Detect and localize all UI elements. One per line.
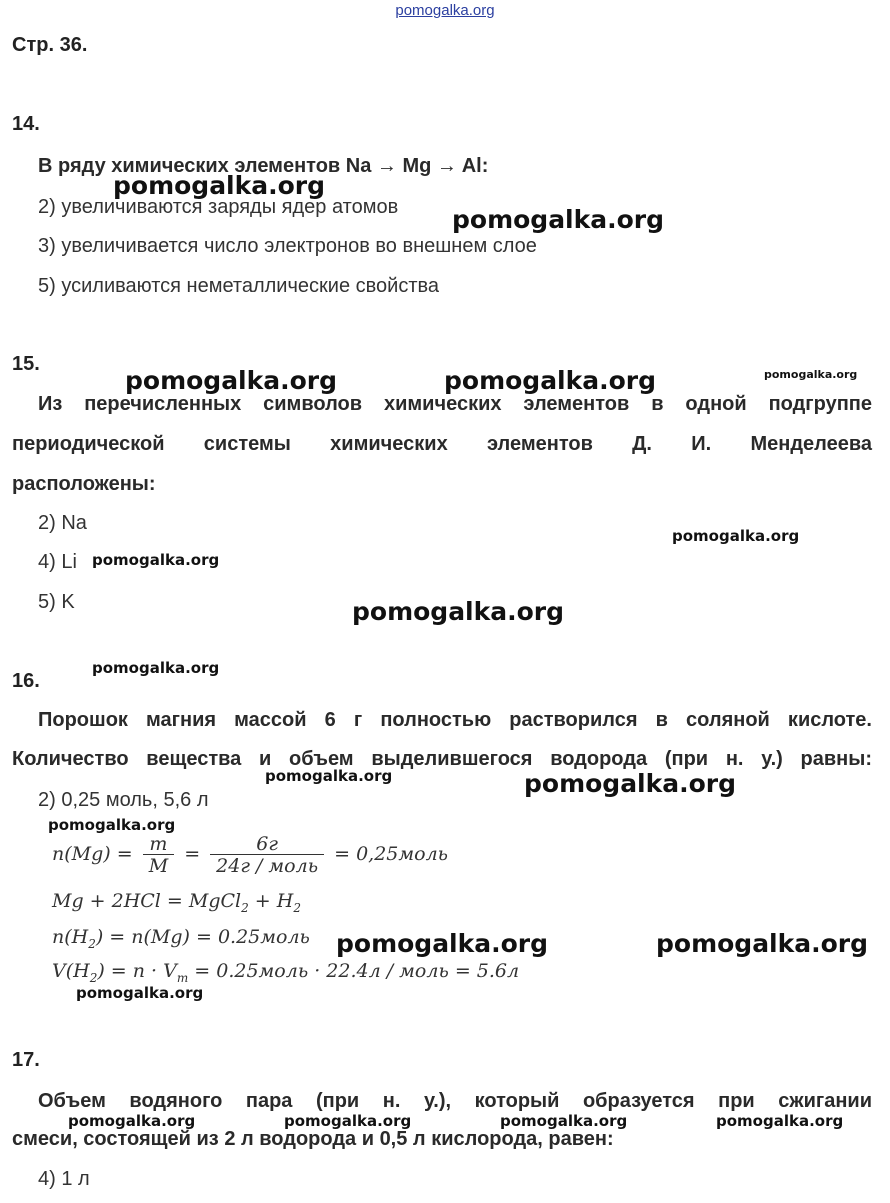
watermark: pomogalka.org bbox=[92, 551, 220, 569]
question-14-answer-2: 3) увеличивается число электронов во внешнем слое bbox=[38, 235, 537, 257]
question-15-number: 15. bbox=[12, 353, 40, 375]
formula-amount-mg: n(Mg) = $\frac{m}{M}$ = $\frac{6г}{\text{24г / моль}}$ = 0,25моль bbox=[52, 832, 449, 877]
question-16-number: 16. bbox=[12, 670, 40, 692]
formula-amount-h2: $n(H_2) = n(Mg)$ = 0.25моль bbox=[52, 926, 310, 951]
question-17-line-2: смеси, состоящей из 2 л водорода и 0,5 л кислорода, равен: bbox=[12, 1128, 614, 1150]
watermark: pomogalka.org bbox=[284, 1112, 412, 1130]
watermark: pomogalka.org bbox=[452, 205, 665, 234]
watermark: pomogalka.org bbox=[656, 929, 869, 958]
question-14-answer-1: 2) увеличиваются заряды ядер атомов bbox=[38, 196, 399, 218]
question-14-answer-3: 5) усиливаются неметаллические свойства bbox=[38, 275, 440, 297]
question-17-answer: 4) 1 л bbox=[38, 1168, 90, 1190]
watermark: pomogalka.org bbox=[125, 366, 338, 395]
question-15-line-1: Из перечисленных символов химических элементов в одной подгруппе bbox=[38, 393, 872, 415]
watermark: pomogalka.org bbox=[68, 1112, 196, 1130]
formula-volume-h2: $V(H_2) = n \cdot V_m$ = 0.25моль · 22.4л / моль = 5.6л bbox=[52, 960, 520, 985]
watermark: pomogalka.org bbox=[500, 1112, 628, 1130]
watermark: pomogalka.org bbox=[113, 171, 326, 200]
question-16-line-1: Порошок магния массой 6 г полностью растворился в соляной кислоте. bbox=[38, 709, 872, 731]
page-number: Стр. 36. bbox=[12, 34, 88, 56]
question-15-line-2: периодической системы химических элементов Д. И. Менделеева bbox=[12, 433, 872, 455]
watermark: pomogalka.org bbox=[524, 769, 737, 798]
question-15-line-3: расположены: bbox=[12, 473, 156, 495]
watermark: pomogalka.org bbox=[672, 527, 800, 545]
question-16-answer: 2) 0,25 моль, 5,6 л bbox=[38, 789, 209, 811]
question-15-answer-2: 4) Li bbox=[38, 551, 77, 573]
question-15-answer-1: 2) Na bbox=[38, 512, 87, 534]
site-link-top[interactable]: pomogalka.org bbox=[395, 2, 495, 19]
watermark: pomogalka.org bbox=[764, 368, 858, 381]
question-15-answer-3: 5) K bbox=[38, 591, 75, 613]
question-14-text: В ряду химических элементов Na → Mg → Al: bbox=[38, 155, 489, 177]
question-14-number: 14. bbox=[12, 113, 40, 135]
question-16-line-2: Количество вещества и объем выделившегося водорода (при н. у.) равны: bbox=[12, 748, 872, 770]
watermark: pomogalka.org bbox=[265, 767, 393, 785]
question-17-number: 17. bbox=[12, 1049, 40, 1071]
watermark: pomogalka.org bbox=[444, 366, 657, 395]
question-17-line-1: Объем водяного пара (при н. у.), который образуется при сжигании bbox=[38, 1090, 872, 1112]
watermark: pomogalka.org bbox=[336, 929, 549, 958]
watermark: pomogalka.org bbox=[48, 816, 176, 834]
watermark: pomogalka.org bbox=[76, 984, 204, 1002]
watermark: pomogalka.org bbox=[716, 1112, 844, 1130]
formula-reaction: Mg + 2HCl = MgCl$_2$ + $H_2$ bbox=[52, 890, 301, 915]
watermark: pomogalka.org bbox=[352, 597, 565, 626]
watermark: pomogalka.org bbox=[92, 659, 220, 677]
